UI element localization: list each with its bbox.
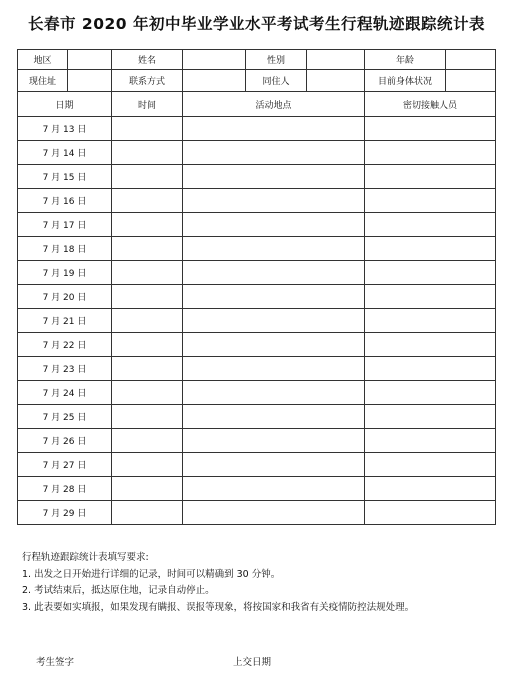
date-cell: 7 月 15 日 xyxy=(18,165,112,189)
contacts-cell[interactable] xyxy=(365,285,496,309)
date-cell: 7 月 28 日 xyxy=(18,477,112,501)
contacts-cell[interactable] xyxy=(365,429,496,453)
location-cell[interactable] xyxy=(183,405,365,429)
contacts-cell[interactable] xyxy=(365,357,496,381)
date-cell: 7 月 29 日 xyxy=(18,501,112,525)
name-label: 姓名 xyxy=(112,50,183,70)
table-row xyxy=(18,477,496,501)
location-cell[interactable] xyxy=(183,117,365,141)
table-row xyxy=(18,261,496,285)
contacts-cell[interactable] xyxy=(365,189,496,213)
companion-label: 同住人 xyxy=(246,70,307,92)
date-cell: 7 月 16 日 xyxy=(18,189,112,213)
time-cell[interactable] xyxy=(112,189,183,213)
header-row-1 xyxy=(18,50,496,70)
date-cell: 7 月 13 日 xyxy=(18,117,112,141)
companion-field[interactable] xyxy=(307,70,365,92)
contacts-cell[interactable] xyxy=(365,501,496,525)
header-row-2 xyxy=(18,70,496,92)
date-cell: 7 月 17 日 xyxy=(18,213,112,237)
contacts-cell[interactable] xyxy=(365,237,496,261)
table-row xyxy=(18,117,496,141)
time-cell[interactable] xyxy=(112,453,183,477)
date-cell: 7 月 14 日 xyxy=(18,141,112,165)
table-row xyxy=(18,165,496,189)
date-cell: 7 月 27 日 xyxy=(18,453,112,477)
health-field[interactable] xyxy=(446,70,496,92)
notes-heading: 行程轨迹跟踪统计表填写要求: xyxy=(22,552,149,563)
time-cell[interactable] xyxy=(112,117,183,141)
contacts-cell[interactable] xyxy=(365,333,496,357)
date-cell: 7 月 25 日 xyxy=(18,405,112,429)
note-item: 3. 此表要如实填报，如果发现有瞒报、误报等现象，将按国家和我省有关疫情防控法规处理。 xyxy=(22,601,415,613)
date-cell: 7 月 19 日 xyxy=(18,261,112,285)
contact-label: 联系方式 xyxy=(112,70,183,92)
contacts-cell[interactable] xyxy=(365,117,496,141)
location-cell[interactable] xyxy=(183,357,365,381)
date-cell: 7 月 21 日 xyxy=(18,309,112,333)
time-cell[interactable] xyxy=(112,381,183,405)
table-row xyxy=(18,237,496,261)
table-row xyxy=(18,285,496,309)
contact-field[interactable] xyxy=(183,70,246,92)
contacts-cell[interactable] xyxy=(365,261,496,285)
tracking-table xyxy=(17,49,496,525)
date-column-header: 日期 xyxy=(18,92,112,117)
table-row xyxy=(18,381,496,405)
location-cell[interactable] xyxy=(183,189,365,213)
time-cell[interactable] xyxy=(112,405,183,429)
student-signature-label: 考生签字 xyxy=(36,657,75,668)
location-cell[interactable] xyxy=(183,501,365,525)
age-label: 年龄 xyxy=(365,50,446,70)
location-cell[interactable] xyxy=(183,165,365,189)
gender-label: 性别 xyxy=(246,50,307,70)
table-row xyxy=(18,141,496,165)
contacts-cell[interactable] xyxy=(365,141,496,165)
location-cell[interactable] xyxy=(183,213,365,237)
time-cell[interactable] xyxy=(112,141,183,165)
time-cell[interactable] xyxy=(112,285,183,309)
table-row xyxy=(18,309,496,333)
location-cell[interactable] xyxy=(183,141,365,165)
notes-section xyxy=(22,550,414,616)
contacts-cell[interactable] xyxy=(365,213,496,237)
column-header-row xyxy=(18,92,496,117)
time-cell[interactable] xyxy=(112,501,183,525)
time-cell[interactable] xyxy=(112,261,183,285)
submit-date-label: 上交日期 xyxy=(233,657,272,668)
location-cell[interactable] xyxy=(183,477,365,501)
table-row xyxy=(18,213,496,237)
time-cell[interactable] xyxy=(112,333,183,357)
time-cell[interactable] xyxy=(112,237,183,261)
table-row xyxy=(18,429,496,453)
time-cell[interactable] xyxy=(112,477,183,501)
note-item: 1. 出发之日开始进行详细的记录，时间可以精确到 30 分钟。 xyxy=(22,568,281,580)
location-cell[interactable] xyxy=(183,381,365,405)
region-field[interactable] xyxy=(68,50,112,70)
date-cell: 7 月 26 日 xyxy=(18,429,112,453)
contacts-cell[interactable] xyxy=(365,165,496,189)
date-cell: 7 月 22 日 xyxy=(18,333,112,357)
location-cell[interactable] xyxy=(183,453,365,477)
contacts-column-header: 密切接触人员 xyxy=(365,92,496,117)
table-row xyxy=(18,501,496,525)
time-cell[interactable] xyxy=(112,357,183,381)
contacts-cell[interactable] xyxy=(365,309,496,333)
location-cell[interactable] xyxy=(183,285,365,309)
date-cell: 7 月 18 日 xyxy=(18,237,112,261)
date-cell: 7 月 23 日 xyxy=(18,357,112,381)
address-label: 现住址 xyxy=(18,70,68,92)
time-cell[interactable] xyxy=(112,165,183,189)
location-cell[interactable] xyxy=(183,429,365,453)
region-label: 地区 xyxy=(18,50,68,70)
time-column-header: 时间 xyxy=(112,92,183,117)
location-column-header: 活动地点 xyxy=(183,92,365,117)
address-field[interactable] xyxy=(68,70,112,92)
time-cell[interactable] xyxy=(112,429,183,453)
time-cell[interactable] xyxy=(112,213,183,237)
location-cell[interactable] xyxy=(183,333,365,357)
name-field[interactable] xyxy=(183,50,246,70)
table-row xyxy=(18,453,496,477)
location-cell[interactable] xyxy=(183,261,365,285)
table-row xyxy=(18,357,496,381)
table-row xyxy=(18,189,496,213)
contacts-cell[interactable] xyxy=(365,405,496,429)
page-title: 长春市 2020 年初中毕业学业水平考试考生行程轨迹跟踪统计表 xyxy=(28,15,485,33)
location-cell[interactable] xyxy=(183,237,365,261)
contacts-cell[interactable] xyxy=(365,381,496,405)
note-item: 2. 考试结束后，抵达原住地，记录自动停止。 xyxy=(22,585,215,596)
location-cell[interactable] xyxy=(183,309,365,333)
table-row xyxy=(18,333,496,357)
age-field[interactable] xyxy=(446,50,496,70)
time-cell[interactable] xyxy=(112,309,183,333)
contacts-cell[interactable] xyxy=(365,453,496,477)
date-cell: 7 月 20 日 xyxy=(18,285,112,309)
health-label: 目前身体状况 xyxy=(365,70,446,92)
contacts-cell[interactable] xyxy=(365,477,496,501)
table-row xyxy=(18,405,496,429)
date-cell: 7 月 24 日 xyxy=(18,381,112,405)
gender-field[interactable] xyxy=(307,50,365,70)
